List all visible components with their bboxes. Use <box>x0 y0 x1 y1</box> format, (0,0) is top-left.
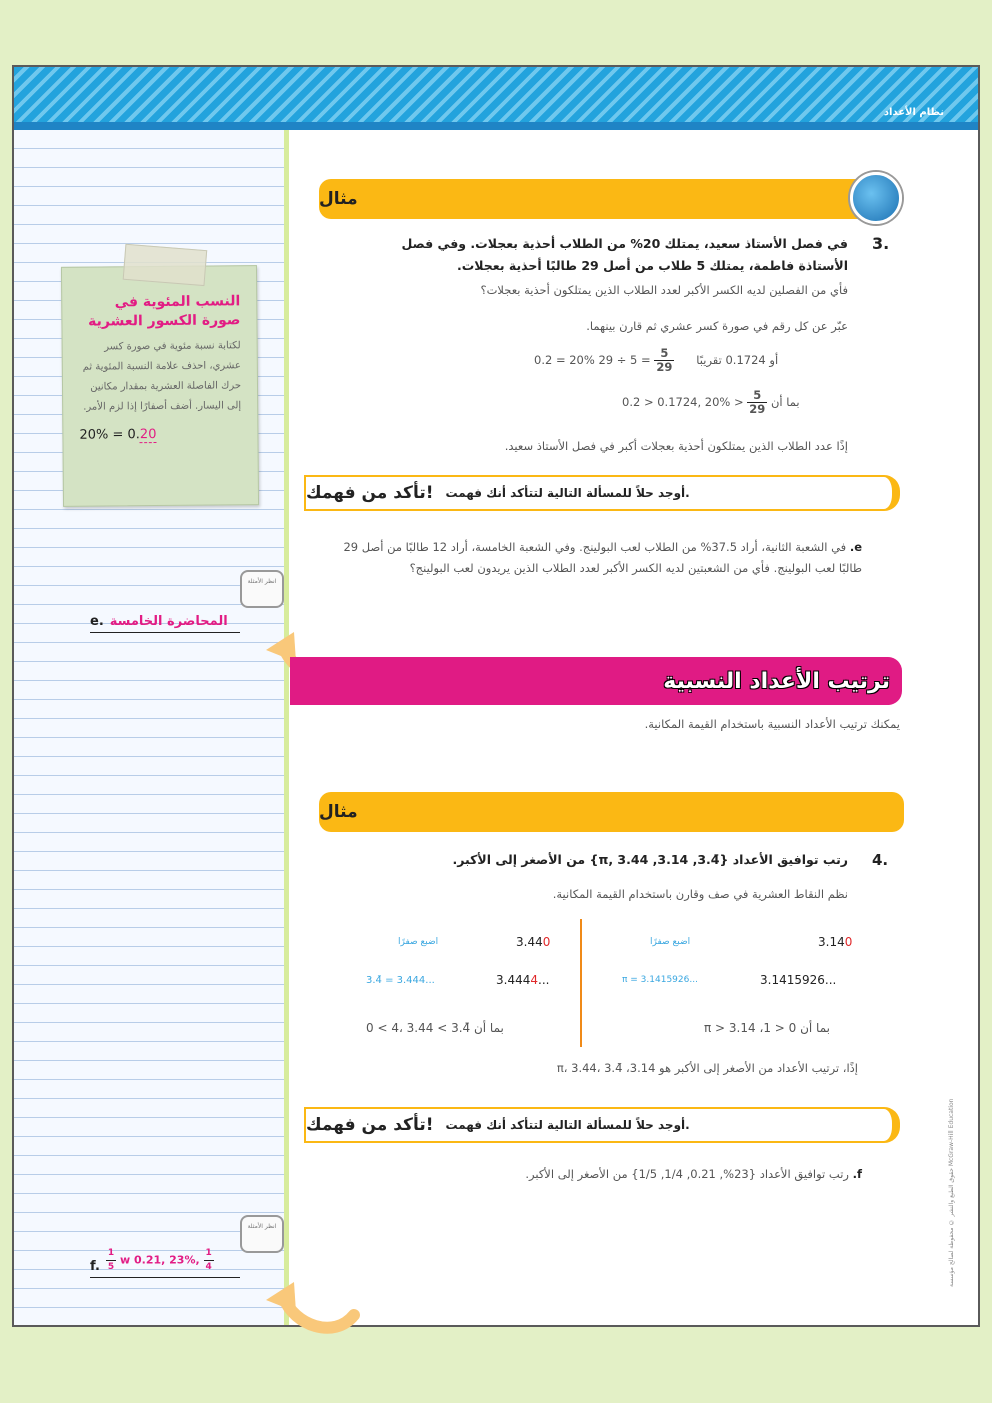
example3-eq1 <box>534 347 874 374</box>
header-band <box>14 67 978 122</box>
check1-letter: e. <box>849 540 862 554</box>
answer-f-line[interactable] <box>90 1250 240 1278</box>
fraction-5-29: $\frac{5}{29}$ <box>656 346 673 374</box>
example4-conclusion: إذًا، ترتيب الأعداد من الأصغر إلى الأكبر هو 3.14، π، 3.44، 3.4̄ <box>556 1061 858 1075</box>
answer-e-label: e. <box>90 614 104 629</box>
hint-bubble-icon: انظر الأمثلة <box>240 570 284 608</box>
fraction-5-29-b: $\frac{5}{29}$ <box>749 388 766 416</box>
example4-number: 4. <box>872 851 889 869</box>
answer-e-line[interactable] <box>90 605 240 633</box>
comparison-divider <box>580 919 582 1047</box>
check-instructions: أوجد حلاً للمسألة التالية لتتأكد أنك فهمت. <box>445 486 690 500</box>
check2-instructions: أوجد حلاً للمسألة التالية لتتأكد أنك فهمت. <box>445 1118 690 1132</box>
answer-e-value: المحاضرة الخامسة <box>109 614 228 629</box>
example3-bold-line2: الأستاذة فاطمة، يمتلك 5 طلاب من أصل 29 طالبًا أحذية بعجلات. <box>456 258 848 273</box>
hint-bubble-icon-2: انظر الأمثلة <box>240 1215 284 1253</box>
copyright-credit: حقوق الطبع والنشر © محفوظة لصالح مؤسسة McGraw-Hill Education <box>948 1098 955 1287</box>
header-strip <box>14 122 978 130</box>
right-since: بما أن π > 3.14 ،1 > 0 <box>704 1021 830 1035</box>
example4-step: نظم النقاط العشرية في صف وقارن باستخدام القيمة المكانية. <box>552 887 848 901</box>
note-formula-left: 20% = 0. <box>79 427 140 443</box>
check1-text: في الشعبة الثانية، أراد 37.5% من الطلاب لعب البولينج. وفي الشعبة الخامسة، أراد 12 طالبًا من أصل 29 طالبًا لعب البولينج. فأي من الشعبتين لديه الكسر الأكبر لعدد الطلاب الذين يريدون لعب البولينج؟ <box>343 540 862 575</box>
tape-decoration <box>123 244 208 286</box>
example4-question: رتب توافيق الأعداد {3.4̄, 3.14, π, 3.44} من الأصغر إلى الأكبر. <box>452 852 848 867</box>
check2-title: تأكد من فهمك! <box>306 1115 434 1135</box>
check1-item <box>342 537 862 579</box>
example3-number: 3. <box>872 234 890 253</box>
example3-inequality <box>622 389 882 416</box>
ineq-tail: 0.2 > 0.1724, 20% > <box>622 395 744 409</box>
unit-title: نظام الأعداد <box>883 107 944 118</box>
note-title: النسب المئوية في صورة الكسور العشرية <box>88 293 241 330</box>
note-body: لكتابة نسبة مئوية في صورة كسر عشري، احذف علامة النسبة المئوية ثم حرك الفاصلة العشرية بمقدار مكانين إلى اليسار. أضف أصفارًا إذا لزم الأمر. <box>82 340 242 413</box>
check2-letter: f. <box>852 1167 862 1181</box>
right-value-1: 3.140 <box>818 935 853 949</box>
eq1-left: = 5 ÷ 29 <box>598 353 651 367</box>
curved-arrow-icon-2 <box>244 1270 364 1340</box>
since-word: بما أن <box>770 395 800 409</box>
left-note-1: اضبع صفرًا <box>398 937 439 947</box>
example3-step1: عبّر عن كل رقم في صورة كسر عشري ثم قارن بينهما. <box>586 319 848 333</box>
globe-icon <box>850 172 902 224</box>
eq1-right: 0.2 = 20% أو 0.1724 تقريبًا <box>534 353 779 367</box>
example-banner: مثال <box>319 179 899 219</box>
answer-f-label: f. <box>90 1259 100 1274</box>
check-title: تأكد من فهمك! <box>306 483 434 503</box>
left-value-1: 3.440 <box>516 935 551 949</box>
example3-bold-line1: في فصل الأستاذ سعيد، يمتلك 20% من الطلاب أحذية بعجلات. وفي فصل <box>401 236 848 251</box>
section-title-banner <box>290 657 902 705</box>
right-note-1: اضبع صفرًا <box>650 937 691 947</box>
check2-text: رتب توافيق الأعداد {23%, 0.21, 1/4, 1/5} من الأصغر إلى الأكبر. <box>525 1167 849 1181</box>
check-understanding-banner-2 <box>304 1107 900 1143</box>
answer-f-value <box>106 1247 214 1274</box>
note-formula-right: 20 <box>139 427 157 443</box>
example4-banner: مثال <box>319 792 904 832</box>
answer-frac-1-5: $\frac{1}{5}$ <box>107 1248 115 1272</box>
check-understanding-banner <box>304 475 900 511</box>
notebook-sidebar <box>14 130 289 1325</box>
note-formula <box>79 426 241 442</box>
section-title: ترتيب الأعداد النسبية <box>663 668 890 694</box>
sticky-note <box>61 265 259 507</box>
example3-conclusion: إذًا عدد الطلاب الذين يمتلكون أحذية بعجلات أكبر في فصل الأستاذ سعيد. <box>504 439 848 453</box>
left-note-2: 3.4̄ = 3.444... <box>366 975 435 986</box>
answer-f-text: w 0.21, 23%, <box>120 1253 200 1267</box>
textbook-page <box>12 65 980 1327</box>
right-value-2: 3.1415926... <box>760 973 837 987</box>
example3-question: فأي من الفصلين لديه الكسر الأكبر لعدد الطلاب الذين يمتلكون أحذية بعجلات؟ <box>480 283 848 297</box>
section-intro: يمكنك ترتيب الأعداد النسبية باستخدام القيمة المكانية. <box>644 717 900 731</box>
right-note-2: π = 3.1415926... <box>622 975 698 985</box>
left-since: بما أن 3.4̄ > 3.44 ،4 > 0 <box>366 1021 504 1035</box>
answer-frac-1-4: $\frac{1}{4}$ <box>205 1248 212 1272</box>
check2-item <box>342 1163 862 1185</box>
left-value-2: 3.4444... <box>496 973 550 987</box>
